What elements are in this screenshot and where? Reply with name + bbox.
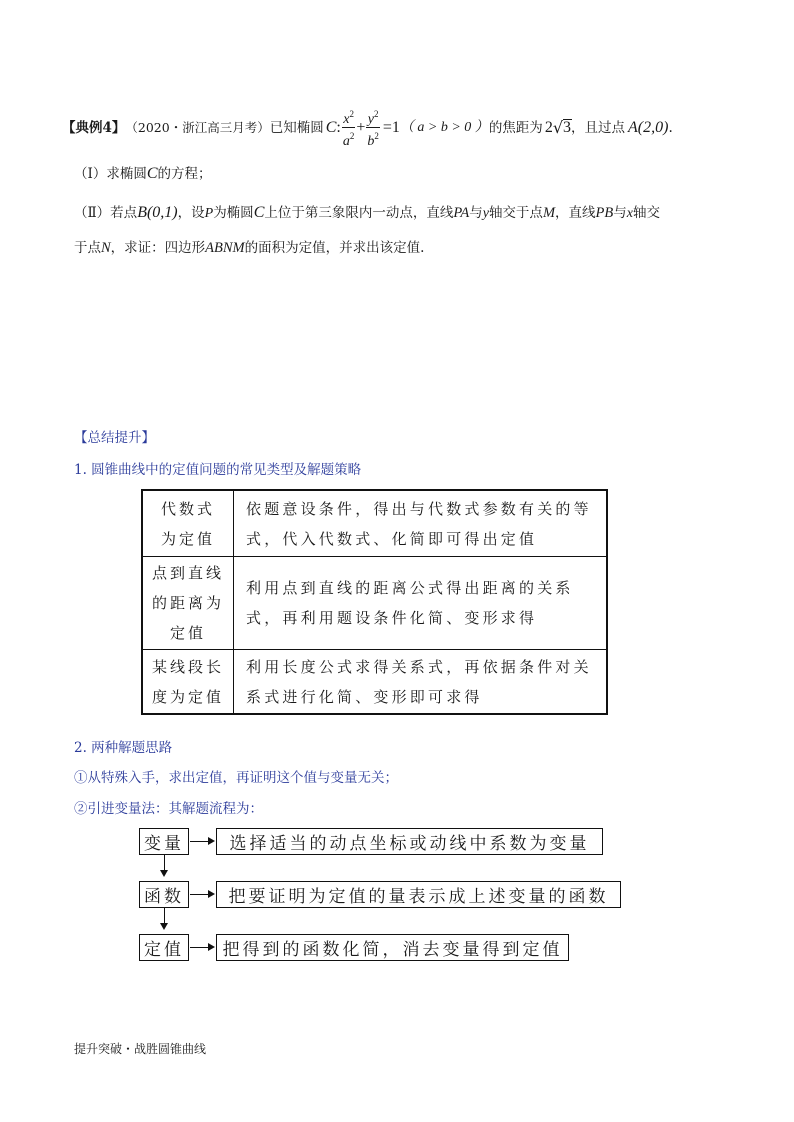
- table-cell-strategy: 利用点到直线的距离公式得出距离的关系 式，再利用题设条件化简、变形求得: [246, 579, 574, 627]
- fraction-y-b: $\frac{y^2}{b^2}$: [367, 108, 379, 149]
- flow-arrow: [190, 894, 210, 895]
- question-2-line-1: （Ⅱ）若点B(0,1)，设P为椭圆C上位于第三象限内一动点，直线PA与y轴交于点M，直线PB与x轴交: [74, 204, 660, 221]
- flow-step-variable: 变量: [139, 828, 189, 855]
- table-cell-type: 某线段长 度为定值: [143, 650, 234, 713]
- flow-arrowhead-icon: [208, 943, 215, 951]
- strategy-table: [141, 489, 608, 715]
- flow-desc-function: 把要证明为定值的量表示成上述变量的函数: [216, 881, 621, 908]
- flow-connector: [164, 855, 165, 871]
- summary-heading: 【总结提升】: [74, 430, 155, 446]
- table-row: [143, 650, 606, 713]
- summary-subheading-1: 1. 圆锥曲线中的定值问题的常见类型及解题策略: [74, 462, 362, 478]
- flow-desc-variable: 选择适当的动点坐标或动线中系数为变量: [216, 828, 603, 855]
- flow-arrowhead-icon: [208, 837, 215, 845]
- table-row: [143, 557, 606, 650]
- summary-subheading-2: 2. 两种解题思路: [74, 740, 173, 756]
- idea-1: ①从特殊入手，求出定值，再证明这个值与变量无关；: [74, 770, 398, 786]
- table-cell-strategy: 利用长度公式求得关系式，再依据条件对关 系式进行化简、变形即可求得: [246, 657, 592, 706]
- flow-arrowhead-icon: [160, 923, 168, 930]
- fraction-x-a: $\frac{x^2}{a^2}$: [342, 108, 355, 149]
- flow-step-constant: 定值: [139, 934, 189, 961]
- flow-arrow: [190, 841, 210, 842]
- flow-arrow: [190, 947, 210, 948]
- flow-arrowhead-icon: [208, 890, 215, 898]
- question-1: （Ⅰ）求椭圆C的方程；: [74, 165, 212, 182]
- flow-desc-constant: 把得到的函数化简，消去变量得到定值: [216, 934, 569, 961]
- table-row: [143, 491, 606, 557]
- example-line: 【典例4】 （2020・浙江高三月考） 已知椭圆 C : $\frac{x^2}{a^2}$ + $\frac{y^2}{b^2}$ =1 （ a > b > 0 ） 的焦距为 2 √ 3 ，且过点 A(2,0) .: [62, 108, 673, 149]
- example-label: 【典例4】: [62, 120, 126, 136]
- table-cell-type: 代数式 为定值: [143, 491, 234, 556]
- example-source: （2020・浙江高三月考）: [125, 120, 270, 135]
- flow-connector: [164, 908, 165, 924]
- question-2-line-2: 于点N，求证：四边形ABNM的面积为定值，并求出该定值.: [74, 240, 425, 256]
- idea-2: ②引进变量法：其解题流程为：: [74, 801, 263, 817]
- page-footer: 提升突破・战胜圆锥曲线: [74, 1042, 207, 1056]
- table-cell-strategy: 依题意设条件，得出与代数式参数有关的等 式，代入代数式、化简即可得出定值: [246, 499, 592, 548]
- flow-step-function: 函数: [139, 881, 189, 908]
- table-cell-type: 点到直线 的距离为 定值: [143, 557, 234, 649]
- flow-arrowhead-icon: [160, 870, 168, 877]
